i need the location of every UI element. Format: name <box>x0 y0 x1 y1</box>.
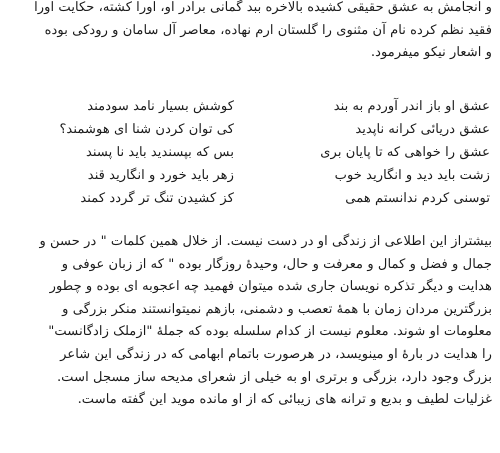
text-line: بزرگ وجود دارد، بزرگی و برتری او به خیلی از شعرای مدیحه ساز مسجل است. <box>56 369 492 385</box>
verse <box>10 118 492 141</box>
text-line: غزلیات لطیف و بدیع و ترانه های زیبائی که از او مانده موید این گفته ماست. <box>77 392 492 408</box>
verse-second-hemistich: بس که بپسندید باید نا پسند <box>85 145 234 160</box>
verse-first-hemistich: عشق او باز اندر آوردم به بند <box>333 99 490 114</box>
text-line: معلومات او شوند. معلوم نیست از کدام سلسله بوده که جملۀ "ازملک زادگانست" <box>48 324 492 340</box>
text-line: جمال و فضل و کمال و معرفت و حال، وحیدۀ روزگار بوده " که از زبان عوفی و <box>61 256 492 272</box>
verse-second-hemistich: کز کشیدن تنگ تر گردد کمند <box>80 191 234 206</box>
text-line: و اشعار نیکو میفرمود. <box>370 45 492 61</box>
text-line: بیشتراز این اطلاعی از زندگی او در دست نیست. از خلال همین کلمات " در حسن و <box>39 234 492 249</box>
intro-paragraph <box>10 0 492 65</box>
poem <box>10 95 492 210</box>
verse-first-hemistich: توسنی کردم ندانستم همی <box>345 191 490 206</box>
verse <box>10 164 492 187</box>
verse-second-hemistich: کوشش بسیار نامد سودمند <box>87 99 234 114</box>
main-paragraph <box>10 231 492 412</box>
verse-first-hemistich: عشق را خواهی که تا پایان بری <box>320 145 490 160</box>
text-line: بزرگترین مردان زمان با همۀ تعصب و دشمنی، بازهم نمیتوانستند منکر بزرگی و <box>62 301 492 317</box>
verse-first-hemistich: زشت باید دید و انگارید خوب <box>334 168 490 183</box>
verse-second-hemistich: کی توان کردن شنا ای هوشمند؟ <box>59 122 234 137</box>
text-line: هدایت و دیگر تذکره نویسان جاری شده میتوان فهمید چه اعجوبه ای بوده و چطور <box>49 279 492 295</box>
text-line: را هدایت در بارۀ او مینویسد، در هرصورت باتمام ابهامی که در زندگی این شاعر <box>60 346 492 362</box>
verse-first-hemistich: عشق دریائی کرانه ناپدید <box>355 122 490 137</box>
text-line: فقید نظم کرده نام آن مثنوی را گلستان ارم نهاده، معاصر آل سامان و رودکی بوده <box>44 22 492 38</box>
text-line: و انجامش به عشق حقیقی کشیده بالاخره ببد گمانی برادر او، اورا کشته، حکایت اورا <box>34 0 492 15</box>
verse <box>10 187 492 210</box>
verse <box>10 95 492 118</box>
verse-second-hemistich: زهر باید خورد و انگارید قند <box>87 168 234 183</box>
verse <box>10 141 492 164</box>
